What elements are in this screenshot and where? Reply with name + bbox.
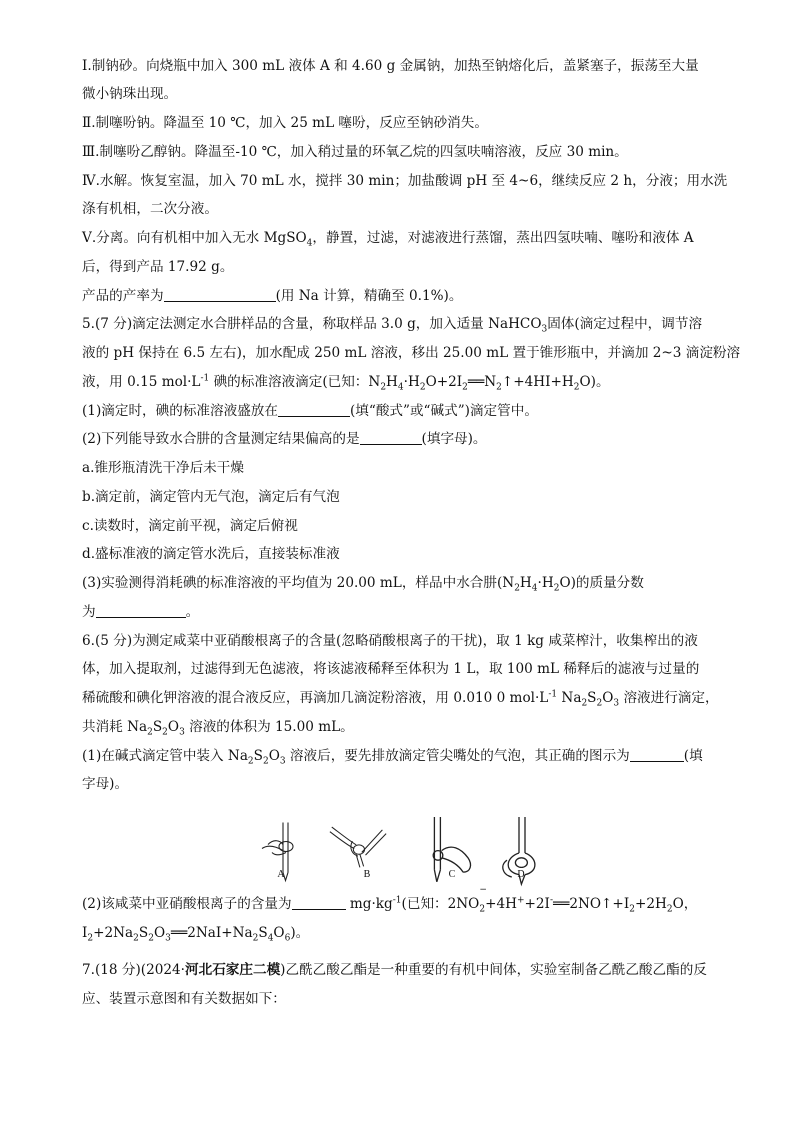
source-tag: 河北石家庄二模 bbox=[185, 962, 281, 978]
question-6-stem: 6.(5 分)为测定咸菜中亚硝酸根离子的含量(忽略硝酸根离子的干扰)，取 1 kg 咸菜榨汁，收集榨出的液 bbox=[82, 633, 698, 649]
text-line: 微小钠珠出现。 bbox=[82, 86, 178, 102]
text-line: 体，加入提取剂，过滤得到无色滤液，将该滤液稀释至体积为 1 L，取 100 mL 稀释后的滤液与过量的 bbox=[82, 661, 700, 677]
burette-figure bbox=[250, 815, 550, 885]
text-line: 字母)。 bbox=[82, 776, 129, 792]
option-d: d.盛标准液的滴定管水洗后，直接装标准液 bbox=[82, 546, 340, 562]
text-line: Ⅰ.制钠砂。向烧瓶中加入 300 mL 液体 A 和 4.60 g 金属钠，加热至钠熔化后，盖紧塞子，振荡至大量 bbox=[82, 58, 699, 74]
answer-blank[interactable] bbox=[292, 895, 346, 910]
question-5-stem: 5.(7 分)滴定法测定水合肼样品的含量，称取样品 3.0 g，加入适量 NaHCO$_3$固体(滴定过程中，调节溶 bbox=[82, 316, 703, 335]
text-line: $I_2+2Na_2S_2O_3══2NaI+Na_2S_4O_6$)。 bbox=[82, 925, 310, 944]
text-line: 为 。 bbox=[82, 604, 200, 620]
option-b: b.滴定前，滴定管内无气泡，滴定后有气泡 bbox=[82, 489, 340, 505]
question-7-stem: 7.(18 分)(2024·河北石家庄二模)乙酰乙酸乙酯是一种重要的有机中间体，实验室制备乙酰乙酸乙酯的反 bbox=[82, 962, 707, 978]
option-a: a.锥形瓶清洗干净后未干燥 bbox=[82, 460, 244, 476]
text-line: 涤有机相，二次分液。 bbox=[82, 201, 218, 217]
text-line: 后，得到产品 17.92 g。 bbox=[82, 259, 234, 275]
figure-label-d: D bbox=[517, 869, 525, 880]
text-line: 应、装置示意图和有关数据如下： bbox=[82, 991, 286, 1007]
text-line: Ⅱ.制噻吩钠。降温至 10 ℃，加入 25 mL 噻吩，反应至钠砂消失。 bbox=[82, 115, 488, 131]
text-line: (1)在碱式滴定管中装入 $Na_2S_2O_3$ 溶液后，要先排放滴定管尖嘴处的气泡，其正确的图示为 (填 bbox=[82, 748, 703, 767]
text-line: 液，用 0.15 $mol\cdot L^{-1}$ 碘的标准溶液滴定(已知：$N_2H_4\cdot H_2O+2I_2══N_2↑+4HI+H_2O$)。 bbox=[82, 373, 610, 393]
answer-blank[interactable] bbox=[278, 402, 350, 417]
text-line: 液的 pH 保持在 6.5 左右)，加水配成 250 mL 溶液，移出 25.00 mL 置于锥形瓶中，并滴加 2~3 滴淀粉溶 bbox=[82, 345, 741, 361]
figure-label-c: C bbox=[448, 869, 456, 880]
figure-label-a: A bbox=[277, 869, 285, 880]
figure-label-b: B bbox=[363, 869, 371, 880]
text-line: (3)实验测得消耗碘的标准溶液的平均值为 20.00 mL，样品中水合肼$(N_2H_4\cdot H_2O)$的质量分数 bbox=[82, 575, 644, 594]
answer-blank[interactable] bbox=[164, 287, 276, 302]
answer-blank[interactable] bbox=[630, 747, 684, 762]
text-line: (2)该咸菜中亚硝酸根离子的含量为 $mg\cdot kg^{-1}$(已知：$2NO_2$ − $+4H^++2I^-══2NO↑+I_2+2H_2O$， bbox=[82, 885, 698, 915]
answer-blank[interactable] bbox=[360, 430, 422, 445]
option-c: c.读数时，滴定前平视，滴定后俯视 bbox=[82, 518, 298, 534]
text-line: Ⅲ.制噻吩乙醇钠。降温至-10 ℃，加入稍过量的环氧乙烷的四氢呋喃溶液，反应 30 min。 bbox=[82, 144, 628, 160]
text-line: (2)下列能导致水合肼的含量测定结果偏高的是 (填字母)。 bbox=[82, 431, 487, 447]
text-line: 稀硫酸和碘化钾溶液的混合液反应，再滴加几滴淀粉溶液，用 0.010 0 $mol\cdot L^{-1}$ $Na_2S_2O_3$ 溶液进行滴定， bbox=[82, 689, 719, 709]
text-line: 共消耗 $Na_2S_2O_3$ 溶液的体积为 15.00 mL。 bbox=[82, 719, 354, 738]
text-line: (1)滴定时，碘的标准溶液盛放在 (填“酸式”或“碱式”)滴定管中。 bbox=[82, 403, 538, 419]
text-line: Ⅴ.分离。向有机相中加入无水 MgSO$_4$，静置，过滤，对滤液进行蒸馏，蒸出四氢呋喃、噻吩和液体 A bbox=[82, 230, 694, 249]
text-line: 产品的产率为 (用 Na 计算，精确至 0.1%)。 bbox=[82, 288, 463, 304]
burette-option-b-icon bbox=[328, 815, 388, 885]
answer-blank[interactable] bbox=[96, 603, 186, 618]
text-line: Ⅳ.水解。恢复室温，加入 70 mL 水，搅拌 30 min；加盐酸调 pH 至 4~6，继续反应 2 h，分液；用水洗 bbox=[82, 173, 728, 189]
